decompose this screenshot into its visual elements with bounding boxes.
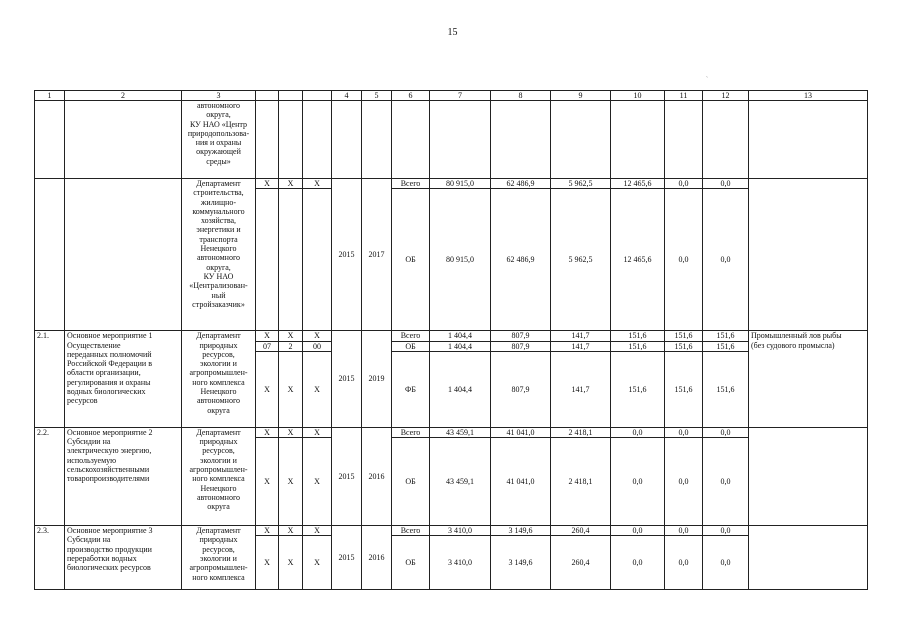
- value-cell: 12 465,6: [611, 189, 665, 331]
- header-cell: [279, 91, 303, 101]
- item-number: 2.3.: [35, 526, 65, 590]
- code-cell: X: [279, 331, 303, 341]
- source-cell: Всего: [392, 331, 430, 341]
- value-cell: 1 404,4: [430, 341, 491, 351]
- value-cell: 151,6: [665, 351, 703, 427]
- source-cell: ФБ: [392, 351, 430, 427]
- value-cell: 2 418,1: [551, 438, 611, 526]
- value-cell: 141,7: [551, 341, 611, 351]
- value-cell: 141,7: [551, 351, 611, 427]
- value-cell: 3 410,0: [430, 526, 491, 536]
- executor-cell: автономного округа, КУ НАО «Центр природопользова- ния и охраны окружающей среды»: [182, 101, 256, 179]
- start-year: 2015: [332, 331, 362, 428]
- executor-cell: Департамент строительства, жилищно- коммунального хозяйства, энергетики и транспорта Ненецкого автономного округа, КУ НАО «Централизован- ный стройзаказчик»: [182, 179, 256, 331]
- header-cell: 7: [430, 91, 491, 101]
- value-cell: 0,0: [703, 536, 749, 590]
- source-cell: Всего: [392, 526, 430, 536]
- value-cell: 0,0: [703, 189, 749, 331]
- header-cell: [256, 91, 279, 101]
- value-cell: 151,6: [703, 351, 749, 427]
- value-cell: 151,6: [703, 341, 749, 351]
- value-cell: 5 962,5: [551, 179, 611, 189]
- value-cell: 41 041,0: [491, 438, 551, 526]
- value-cell: 0,0: [665, 427, 703, 437]
- code-cell: X: [279, 179, 303, 189]
- table-row: [35, 526, 868, 536]
- value-cell: 1 404,4: [430, 331, 491, 341]
- value-cell: 3 410,0: [430, 536, 491, 590]
- table-row: [35, 427, 868, 437]
- code-cell: X: [279, 536, 303, 590]
- value-cell: 151,6: [611, 341, 665, 351]
- header-cell: 2: [65, 91, 182, 101]
- value-cell: 0,0: [703, 438, 749, 526]
- value-cell: 260,4: [551, 536, 611, 590]
- header-cell: 1: [35, 91, 65, 101]
- code-cell: 2: [279, 341, 303, 351]
- end-year: 2016: [362, 427, 392, 525]
- value-cell: 151,6: [665, 341, 703, 351]
- source-cell: ОБ: [392, 189, 430, 331]
- code-cell: X: [279, 526, 303, 536]
- source-cell: Всего: [392, 427, 430, 437]
- value-cell: 80 915,0: [430, 179, 491, 189]
- code-cell: X: [256, 351, 279, 427]
- value-cell: 0,0: [611, 526, 665, 536]
- code-cell: X: [256, 438, 279, 526]
- value-cell: 0,0: [703, 179, 749, 189]
- executor-cell: Департамент природных ресурсов, экологии и агропромышлен- ного комплекса Ненецкого автономного округа: [182, 427, 256, 525]
- code-cell: 07: [256, 341, 279, 351]
- value-cell: 0,0: [611, 438, 665, 526]
- code-cell: X: [256, 331, 279, 341]
- value-cell: 0,0: [703, 427, 749, 437]
- program-table: [34, 90, 868, 590]
- value-cell: 3 149,6: [491, 536, 551, 590]
- value-cell: 151,6: [611, 331, 665, 341]
- code-cell: X: [279, 427, 303, 437]
- header-cell: 9: [551, 91, 611, 101]
- measure-name: Основное мероприятие 2 Субсидии на электрическую энергию, используемую сельскохозяйственными товаропроизводителями: [65, 427, 182, 525]
- header-cell: 13: [749, 91, 868, 101]
- executor-cell: Департамент природных ресурсов, экологии и агропромышлен- ного комплекса Ненецкого автономного округа: [182, 331, 256, 428]
- start-year: 2015: [332, 427, 362, 525]
- code-cell: X: [303, 351, 332, 427]
- value-cell: 2 418,1: [551, 427, 611, 437]
- code-cell: X: [256, 526, 279, 536]
- header-cell: 10: [611, 91, 665, 101]
- value-cell: 0,0: [665, 438, 703, 526]
- code-cell: X: [279, 438, 303, 526]
- value-cell: 0,0: [611, 536, 665, 590]
- value-cell: 43 459,1: [430, 438, 491, 526]
- value-cell: 807,9: [491, 341, 551, 351]
- value-cell: 41 041,0: [491, 427, 551, 437]
- value-cell: 0,0: [665, 526, 703, 536]
- header-cell: [303, 91, 332, 101]
- header-cell: 8: [491, 91, 551, 101]
- table-row: [35, 331, 868, 341]
- code-cell: X: [303, 438, 332, 526]
- table-row: [35, 101, 868, 179]
- value-cell: 807,9: [491, 331, 551, 341]
- end-year: 2019: [362, 331, 392, 428]
- value-cell: 151,6: [665, 331, 703, 341]
- end-year: 2017: [362, 179, 392, 331]
- value-cell: 80 915,0: [430, 189, 491, 331]
- code-cell: 00: [303, 341, 332, 351]
- header-row: [35, 91, 868, 101]
- table-row: [35, 179, 868, 189]
- value-cell: 62 486,9: [491, 179, 551, 189]
- code-cell: X: [279, 351, 303, 427]
- page-number: 15: [447, 27, 458, 38]
- value-cell: 807,9: [491, 351, 551, 427]
- value-cell: 1 404,4: [430, 351, 491, 427]
- header-cell: 6: [392, 91, 430, 101]
- value-cell: 0,0: [703, 526, 749, 536]
- value-cell: 0,0: [665, 179, 703, 189]
- header-cell: 12: [703, 91, 749, 101]
- value-cell: 151,6: [611, 351, 665, 427]
- value-cell: 0,0: [665, 536, 703, 590]
- value-cell: 151,6: [703, 331, 749, 341]
- start-year: 2015: [332, 526, 362, 590]
- value-cell: 141,7: [551, 331, 611, 341]
- item-number: 2.1.: [35, 331, 65, 428]
- header-cell: 4: [332, 91, 362, 101]
- code-cell: X: [303, 536, 332, 590]
- source-cell: ОБ: [392, 438, 430, 526]
- code-cell: X: [303, 331, 332, 341]
- header-cell: 3: [182, 91, 256, 101]
- measure-name: Основное мероприятие 3 Субсидии на производство продукции переработки водных биологических ресурсов: [65, 526, 182, 590]
- value-cell: 62 486,9: [491, 189, 551, 331]
- value-cell: 3 149,6: [491, 526, 551, 536]
- code-cell: X: [256, 536, 279, 590]
- value-cell: 43 459,1: [430, 427, 491, 437]
- start-year: 2015: [332, 179, 362, 331]
- item-number: 2.2.: [35, 427, 65, 525]
- value-cell: 260,4: [551, 526, 611, 536]
- source-cell: Всего: [392, 179, 430, 189]
- header-cell: 11: [665, 91, 703, 101]
- scan-mark: `: [706, 77, 708, 83]
- measure-name: Основное мероприятие 1 Осуществление переданных полномочий Российской Федерации в области организации, регулирования и охраны водных биологических ресурсов: [65, 331, 182, 428]
- source-cell: ОБ: [392, 536, 430, 590]
- value-cell: 5 962,5: [551, 189, 611, 331]
- code-cell: X: [303, 427, 332, 437]
- result-cell: Промышленный лов рыбы (без судового промысла): [749, 331, 868, 428]
- end-year: 2016: [362, 526, 392, 590]
- code-cell: X: [256, 427, 279, 437]
- source-cell: ОБ: [392, 341, 430, 351]
- value-cell: 0,0: [611, 427, 665, 437]
- value-cell: 12 465,6: [611, 179, 665, 189]
- value-cell: 0,0: [665, 189, 703, 331]
- code-cell: X: [303, 526, 332, 536]
- executor-cell: Департамент природных ресурсов, экологии и агропромышлен- ного комплекса: [182, 526, 256, 590]
- code-cell: X: [303, 179, 332, 189]
- header-cell: 5: [362, 91, 392, 101]
- code-cell: X: [256, 179, 279, 189]
